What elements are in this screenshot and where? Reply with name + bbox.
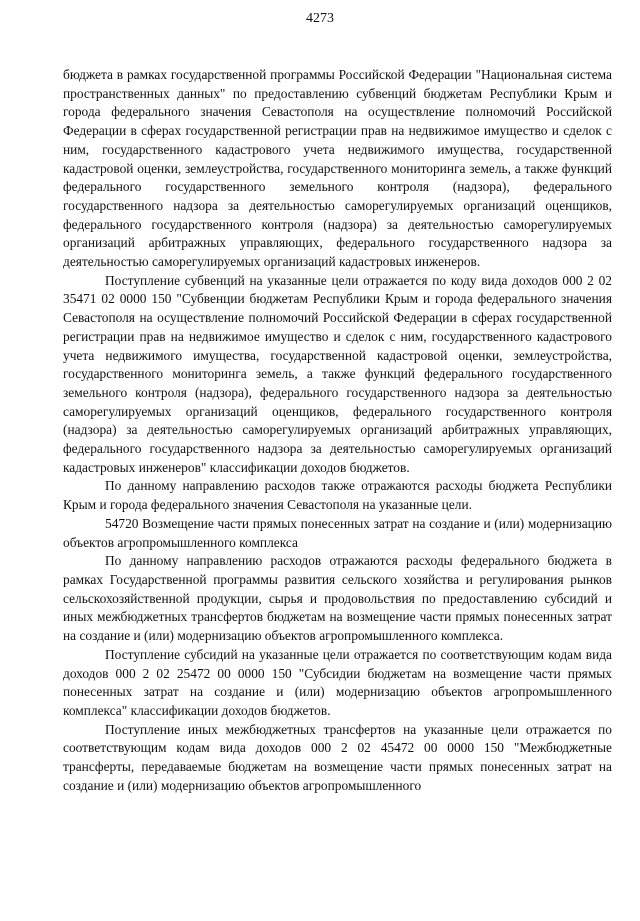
paragraph: Поступление субвенций на указанные цели отражается по коду вида доходов 000 2 02 35471 02 0000 150 "Субвенции бюджетам Республики Крым и города федерального значения Севастополя на осуществление полномочий Российской Федерации в сферах государственной регистрации прав на недвижимое имущество и сделок с ним, государственного кадастрового учета недвижимого имущества, государственной кадастровой оценки, землеустройства, государственного мониторинга земель, а также функций федерального государственного земельного контроля (надзора), федерального государственного надзора за деятельностью саморегулируемых организаций оценщиков, федерального государственного контроля (надзора) за деятельностью саморегулируемых организаций арбитражных управляющих, федерального государственного надзора за деятельностью саморегулируемых организаций кадастровых инженеров" классификации доходов бюджетов. xyxy=(63,272,612,475)
paragraph: Поступление субсидий на указанные цели отражается по соответствующим кодам вида доходов 000 2 02 25472 00 0000 150 "Субсидии бюджетам на возмещение части прямых понесенных затрат на создание и (или) модернизацию объектов агропромышленного комплекса" классификации доходов бюджетов. xyxy=(63,646,612,718)
paragraph: По данному направлению расходов также отражаются расходы бюджета Республики Крым и города федерального значения Севастополя на указанные цели. xyxy=(63,478,612,513)
section-heading: 54720 Возмещение части прямых понесенных затрат на создание и (или) модернизацию объектов агропромышленного комплекса xyxy=(63,515,612,550)
page-number: 4273 xyxy=(306,11,334,26)
document-body xyxy=(63,66,612,795)
paragraph: По данному направлению расходов отражаются расходы федерального бюджета в рамках Государственной программы развития сельского хозяйства и регулирования рынков сельскохозяйственной продукции, сырья и продовольствия по предоставлению субсидий и иных межбюджетных трансфертов бюджетам на возмещение части прямых понесенных затрат на создание и (или) модернизацию объектов агропромышленного комплекса. xyxy=(63,553,612,644)
paragraph: бюджета в рамках государственной программы Российской Федерации "Национальная система пространственных данных" по предоставлению субвенций бюджетам Республики Крым и города федерального значения Севастополя на осуществление полномочий Российской Федерации в сферах государственной регистрации прав на недвижимое имущество и сделок с ним, государственного кадастрового учета недвижимого имущества, государственной кадастровой оценки, землеустройства, государственного мониторинга земель, а также функций федерального государственного земельного контроля (надзора), федерального государственного надзора за деятельностью саморегулируемых организаций оценщиков, федерального государственного контроля (надзора) за деятельностью саморегулируемых организаций арбитражных управляющих, федерального государственного надзора за деятельностью саморегулируемых организаций кадастровых инженеров. xyxy=(63,67,612,270)
paragraph: Поступление иных межбюджетных трансфертов на указанные цели отражается по соответствующим кодам вида доходов 000 2 02 45472 00 0000 150 "Межбюджетные трансферты, передаваемые бюджетам на возмещение части прямых понесенных затрат на создание и (или) модернизацию объектов агропромышленного xyxy=(63,721,612,793)
